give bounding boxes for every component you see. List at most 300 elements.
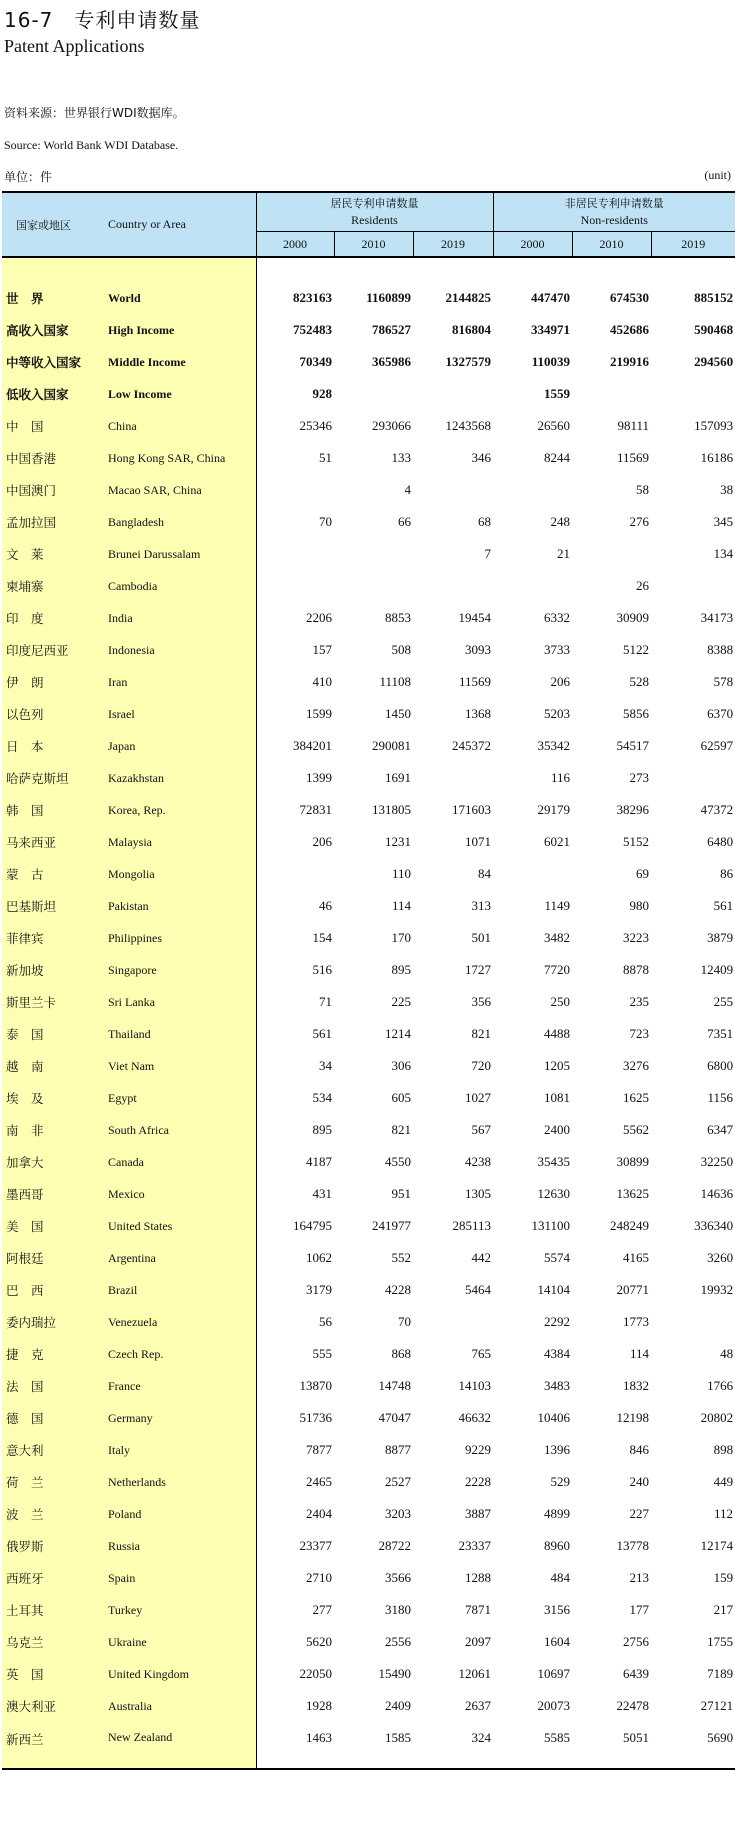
country-name-cn: 泰 国 [2,1018,104,1050]
nonresidents-2010-cell: 980 [629,898,650,913]
nonresidents-2000-cell: 6332 [544,610,571,625]
country-name-en: Bangladesh [104,506,256,538]
header-residents-cn: 居民专利申请数量 [330,197,419,210]
nonresidents-2010-cell: 4165 [623,1250,650,1265]
table-row [2,1626,735,1658]
country-name-en: Cambodia [104,570,256,602]
nonresidents-2000-cell: 21 [557,546,571,561]
header-residents-en: Residents [351,213,398,227]
country-name-en: France [104,1370,256,1402]
nonresidents-2019-cell: 7351 [707,1026,734,1041]
table-row [2,634,735,666]
table-row [2,538,735,570]
residents-2000-cell: 1928 [306,1698,332,1713]
header-country-cn: 国家或地区 [2,192,104,257]
residents-2019-cell: 11569 [459,674,492,689]
country-name-en: Macao SAR, China [104,474,256,506]
header-residents [256,192,493,232]
table-row [2,506,735,538]
country-name-en: Philippines [104,922,256,954]
nonresidents-2019-cell: 112 [714,1506,734,1521]
nonresidents-2019-cell: 345 [713,514,734,529]
country-name-en: Australia [104,1690,256,1722]
residents-2010-cell: 3180 [385,1602,411,1617]
table-row [2,346,735,378]
country-name-cn: 世 界 [2,282,104,314]
header-year: 2010 [572,232,651,258]
nonresidents-2000-cell: 29179 [537,802,571,817]
country-name-en: Mongolia [104,858,256,890]
nonresidents-2000-cell: 3482 [544,930,571,945]
country-name-en: Middle Income [104,346,256,378]
nonresidents-2000-cell: 1396 [544,1442,571,1457]
nonresidents-2000-cell: 4488 [544,1026,571,1041]
table-row [2,826,735,858]
country-name-en: Venezuela [104,1306,256,1338]
country-name-cn: 俄罗斯 [2,1530,104,1562]
nonresidents-2019-cell [651,378,735,410]
residents-2010-cell: 11108 [379,674,411,689]
country-name-cn: 中国香港 [2,442,104,474]
residents-2000-cell: 410 [312,674,332,689]
country-name-cn: 埃 及 [2,1082,104,1114]
nonresidents-2000-cell [493,858,572,890]
residents-2010-cell: 4228 [385,1282,411,1297]
country-name-cn: 意大利 [2,1434,104,1466]
country-name-en: High Income [104,314,256,346]
residents-2010-cell: 4550 [385,1154,411,1169]
residents-2010-cell: 47047 [378,1410,411,1425]
country-name-cn: 新加坡 [2,954,104,986]
nonresidents-2010-cell: 235 [629,994,650,1009]
residents-2010-cell: 131805 [372,802,411,817]
source-note-cn: 资料来源：世界银行WDI数据库。 [4,106,185,120]
residents-2010-cell: 241977 [372,1218,411,1233]
residents-2010-cell [334,538,413,570]
country-name-cn: 日 本 [2,730,104,762]
table-row [2,1114,735,1146]
residents-2000-cell: 5620 [306,1634,332,1649]
nonresidents-2010-cell: 98111 [617,418,650,433]
residents-2019-cell: 1288 [465,1570,492,1585]
nonresidents-2019-cell: 590468 [694,322,734,337]
country-name-cn: 加拿大 [2,1146,104,1178]
residents-2010-cell: 508 [391,642,411,657]
country-name-cn: 新西兰 [2,1722,104,1769]
nonresidents-2010-cell: 5152 [623,834,650,849]
table-row [2,698,735,730]
nonresidents-2010-cell: 30899 [616,1154,650,1169]
nonresidents-2000-cell: 206 [550,674,571,689]
table-row [2,282,735,314]
residents-2010-cell: 821 [391,1122,411,1137]
nonresidents-2000-cell: 1559 [544,386,571,401]
country-name-en: Russia [104,1530,256,1562]
nonresidents-2000-cell: 1081 [544,1090,571,1105]
nonresidents-2000-cell: 4384 [544,1346,571,1361]
residents-2000-cell: 154 [312,930,332,945]
nonresidents-2000-cell: 26560 [537,418,571,433]
residents-2010-cell: 306 [391,1058,411,1073]
country-name-en: Pakistan [104,890,256,922]
table-row [2,410,735,442]
nonresidents-2000-cell: 5574 [544,1250,571,1265]
nonresidents-2000-cell: 116 [551,770,571,785]
country-name-en: Egypt [104,1082,256,1114]
residents-2010-cell: 552 [391,1250,411,1265]
residents-2019-cell: 46632 [458,1410,492,1425]
nonresidents-2019-cell: 561 [713,898,734,913]
country-name-en: Iran [104,666,256,698]
nonresidents-2010-cell: 13778 [616,1538,650,1553]
residents-2000-cell: 3179 [306,1282,332,1297]
nonresidents-2019-cell: 32250 [700,1154,734,1169]
table-row [2,1306,735,1338]
residents-2010-cell: 2556 [385,1634,411,1649]
table-row [2,1498,735,1530]
country-name-cn: 乌克兰 [2,1626,104,1658]
residents-2000-cell: 34 [319,1058,332,1073]
residents-2000-cell: 164795 [293,1218,332,1233]
residents-2010-cell: 951 [391,1186,411,1201]
residents-2019-cell: 84 [478,866,492,881]
header-year: 2000 [256,232,334,258]
country-name-cn: 菲律宾 [2,922,104,954]
nonresidents-2010-cell: 8878 [623,962,650,977]
nonresidents-2000-cell: 248 [550,514,571,529]
nonresidents-2000-cell: 250 [550,994,571,1009]
residents-2000-cell: 561 [312,1026,332,1041]
nonresidents-2010-cell: 1625 [623,1090,650,1105]
table-row [2,570,735,602]
nonresidents-2010-cell: 12198 [616,1410,650,1425]
country-name-en: South Africa [104,1114,256,1146]
table-row [2,1370,735,1402]
country-name-cn: 西班牙 [2,1562,104,1594]
country-name-en: Kazakhstan [104,762,256,794]
country-name-en: Spain [104,1562,256,1594]
country-name-cn: 土耳其 [2,1594,104,1626]
nonresidents-2000-cell: 484 [550,1570,571,1585]
residents-2000-cell: 555 [312,1346,332,1361]
residents-2000-cell: 56 [319,1314,332,1329]
residents-2000-cell [256,474,334,506]
residents-2010-cell: 868 [391,1346,411,1361]
residents-2010-cell: 2409 [385,1698,411,1713]
residents-2019-cell: 2144825 [445,290,492,305]
country-name-en: Japan [104,730,256,762]
residents-2010-cell: 70 [398,1314,411,1329]
residents-2000-cell: 71 [319,994,332,1009]
residents-2019-cell: 7 [484,546,492,561]
residents-2019-cell: 567 [471,1122,492,1137]
residents-2000-cell: 928 [312,386,332,401]
nonresidents-2019-cell [651,762,735,794]
residents-2019-cell: 1305 [465,1186,492,1201]
residents-2000-cell: 1062 [306,1250,332,1265]
residents-2019-cell: 720 [471,1058,492,1073]
residents-2000-cell: 431 [312,1186,332,1201]
nonresidents-2019-cell: 6480 [707,834,734,849]
residents-2019-cell: 816804 [452,322,492,337]
country-name-en: New Zealand [104,1722,256,1769]
nonresidents-2019-cell: 578 [713,674,734,689]
residents-2010-cell: 293066 [372,418,411,433]
residents-2000-cell: 51 [319,450,332,465]
nonresidents-2010-cell: 114 [630,1346,650,1361]
nonresidents-2000-cell: 5203 [544,706,571,721]
residents-2010-cell: 133 [391,450,411,465]
nonresidents-2019-cell: 6800 [707,1058,734,1073]
nonresidents-2010-cell: 5051 [572,1722,651,1769]
nonresidents-2010-cell: 54517 [616,738,650,753]
nonresidents-2019-cell: 6370 [707,706,734,721]
nonresidents-2000-cell: 35342 [537,738,571,753]
country-name-cn: 墨西哥 [2,1178,104,1210]
residents-2010-cell: 225 [391,994,411,1009]
nonresidents-2019-cell: 1156 [707,1090,734,1105]
nonresidents-2019-cell [651,1306,735,1338]
country-name-cn: 中等收入国家 [2,346,104,378]
country-name-cn: 哈萨克斯坦 [2,762,104,794]
residents-2000-cell: 23377 [299,1538,332,1553]
residents-2010-cell: 1214 [385,1026,411,1041]
nonresidents-2019-cell: 19932 [700,1282,734,1297]
nonresidents-2000-cell: 4899 [544,1506,571,1521]
residents-2000-cell: 384201 [293,738,332,753]
table-row [2,666,735,698]
residents-2000-cell: 2206 [306,610,332,625]
nonresidents-2019-cell: 48 [720,1346,734,1361]
residents-2019-cell: 501 [471,930,492,945]
country-name-cn: 南 非 [2,1114,104,1146]
residents-2000-cell: 4187 [306,1154,332,1169]
table-row [2,730,735,762]
residents-2010-cell: 605 [391,1090,411,1105]
nonresidents-2019-cell: 86 [720,866,734,881]
country-name-cn: 巴 西 [2,1274,104,1306]
residents-2010-cell: 365986 [372,354,411,369]
nonresidents-2010-cell: 177 [629,1602,650,1617]
nonresidents-2019-cell: 8388 [707,642,734,657]
country-name-en: Sri Lanka [104,986,256,1018]
residents-2000-cell: 25346 [299,418,332,433]
residents-2019-cell [413,1306,493,1338]
residents-2000-cell [256,570,334,602]
residents-2019-cell: 171603 [452,802,492,817]
nonresidents-2000-cell: 3483 [544,1378,571,1393]
country-name-cn: 印度尼西亚 [2,634,104,666]
residents-2010-cell: 4 [404,482,411,497]
country-name-cn: 高收入国家 [2,314,104,346]
nonresidents-2010-cell: 6439 [623,1666,650,1681]
country-name-en: Thailand [104,1018,256,1050]
table-row [2,378,735,410]
residents-2010-cell: 114 [391,898,411,913]
residents-2010-cell [334,378,413,410]
residents-2000-cell: 752483 [293,322,332,337]
nonresidents-2000-cell: 14104 [537,1282,571,1297]
residents-2000-cell: 277 [312,1602,332,1617]
residents-2019-cell: 3093 [465,642,492,657]
residents-2000-cell [256,538,334,570]
residents-2000-cell: 70349 [299,354,332,369]
nonresidents-2019-cell: 38 [720,482,734,497]
residents-2010-cell: 3203 [385,1506,411,1521]
nonresidents-2010-cell [572,378,651,410]
nonresidents-2019-cell: 157093 [694,418,734,433]
nonresidents-2010-cell: 3223 [623,930,650,945]
table-row [2,442,735,474]
nonresidents-2010-cell: 5562 [623,1122,650,1137]
residents-2019-cell: 1327579 [445,354,492,369]
table-row [2,1274,735,1306]
table-row [2,474,735,506]
residents-2019-cell [413,570,493,602]
residents-2010-cell: 66 [398,514,411,529]
nonresidents-2019-cell: 1766 [707,1378,734,1393]
residents-2019-cell: 5464 [465,1282,492,1297]
country-name-en: Mexico [104,1178,256,1210]
country-name-cn: 德 国 [2,1402,104,1434]
country-name-en: Indonesia [104,634,256,666]
nonresidents-2019-cell: 5690 [651,1722,735,1769]
country-name-en: Canada [104,1146,256,1178]
country-name-cn: 蒙 古 [2,858,104,890]
table-row [2,1402,735,1434]
nonresidents-2000-cell: 7720 [544,962,571,977]
table-row [2,1050,735,1082]
country-name-en: Brunei Darussalam [104,538,256,570]
patent-applications-table [2,191,735,1770]
residents-2000-cell: 7877 [306,1442,332,1457]
nonresidents-2019-cell [651,570,735,602]
residents-2019-cell: 2097 [465,1634,492,1649]
residents-2000-cell: 1399 [306,770,332,785]
table-row [2,602,735,634]
nonresidents-2010-cell: 273 [629,770,650,785]
residents-2000-cell: 516 [312,962,332,977]
country-name-cn: 英 国 [2,1658,104,1690]
country-name-cn: 伊 朗 [2,666,104,698]
nonresidents-2019-cell: 294560 [694,354,734,369]
residents-2019-cell [413,474,493,506]
country-name-en: Turkey [104,1594,256,1626]
country-name-en: Low Income [104,378,256,410]
country-name-cn: 印 度 [2,602,104,634]
table-row [2,1530,735,1562]
country-name-cn: 马来西亚 [2,826,104,858]
residents-2019-cell: 1727 [465,962,492,977]
nonresidents-2019-cell: 3260 [707,1250,734,1265]
nonresidents-2019-cell: 255 [713,994,734,1009]
nonresidents-2010-cell: 38296 [616,802,650,817]
country-name-cn: 澳大利亚 [2,1690,104,1722]
table-row [2,794,735,826]
nonresidents-2019-cell: 62597 [700,738,734,753]
nonresidents-2019-cell: 449 [713,1474,734,1489]
nonresidents-2019-cell: 3879 [707,930,734,945]
nonresidents-2010-cell: 3276 [623,1058,650,1073]
header-row-groups [2,192,735,232]
residents-2019-cell: 2637 [465,1698,492,1713]
residents-2019-cell: 442 [471,1250,492,1265]
nonresidents-2019-cell: 134 [713,546,734,561]
nonresidents-2000-cell: 334971 [531,322,571,337]
country-name-cn: 柬埔寨 [2,570,104,602]
country-name-cn: 孟加拉国 [2,506,104,538]
residents-2000-cell: 22050 [299,1666,332,1681]
country-name-en: Korea, Rep. [104,794,256,826]
country-name-cn: 越 南 [2,1050,104,1082]
country-name-cn: 以色列 [2,698,104,730]
residents-2010-cell: 28722 [378,1538,411,1553]
country-name-en: Italy [104,1434,256,1466]
nonresidents-2000-cell: 5585 [493,1722,572,1769]
country-name-cn: 捷 克 [2,1338,104,1370]
nonresidents-2019-cell: 159 [713,1570,734,1585]
nonresidents-2000-cell: 110039 [531,354,571,369]
residents-2019-cell: 19454 [458,610,492,625]
country-name-en: Netherlands [104,1466,256,1498]
residents-2019-cell [413,378,493,410]
country-name-en: Israel [104,698,256,730]
residents-2010-cell: 14748 [378,1378,411,1393]
residents-2019-cell: 1071 [465,834,492,849]
header-year: 2019 [651,232,735,258]
residents-2019-cell: 765 [471,1346,492,1361]
table-row [2,1466,735,1498]
header-year: 2010 [334,232,413,258]
nonresidents-2010-cell: 219916 [610,354,650,369]
nonresidents-2019-cell: 27121 [700,1698,734,1713]
residents-2000-cell: 1599 [306,706,332,721]
country-name-en: Germany [104,1402,256,1434]
nonresidents-2019-cell: 7189 [707,1666,734,1681]
nonresidents-2010-cell: 22478 [616,1698,650,1713]
table-row [2,1658,735,1690]
residents-2010-cell: 2527 [385,1474,411,1489]
nonresidents-2000-cell: 6021 [544,834,571,849]
table-row [2,762,735,794]
residents-2010-cell: 170 [391,930,411,945]
country-name-cn: 美 国 [2,1210,104,1242]
country-name-cn: 阿根廷 [2,1242,104,1274]
residents-2010-cell: 1160899 [366,290,411,305]
country-name-en: Brazil [104,1274,256,1306]
table-row [2,1562,735,1594]
residents-2010-cell: 1585 [334,1722,413,1769]
nonresidents-2010-cell: 213 [629,1570,650,1585]
table-row [2,922,735,954]
table-title-en: Patent Applications [4,36,145,56]
nonresidents-2019-cell: 885152 [694,290,734,305]
residents-2010-cell: 8877 [385,1442,411,1457]
country-name-cn: 委内瑞拉 [2,1306,104,1338]
table-row [2,954,735,986]
nonresidents-2000-cell: 8244 [544,450,571,465]
residents-2019-cell: 245372 [452,738,492,753]
residents-2019-cell: 12061 [458,1666,492,1681]
nonresidents-2010-cell: 248249 [610,1218,650,1233]
nonresidents-2000-cell: 2292 [544,1314,571,1329]
country-name-cn: 中国澳门 [2,474,104,506]
country-name-cn: 波 兰 [2,1498,104,1530]
table-row [2,1018,735,1050]
country-name-en: Ukraine [104,1626,256,1658]
residents-2010-cell [334,570,413,602]
nonresidents-2000-cell: 3156 [544,1602,571,1617]
